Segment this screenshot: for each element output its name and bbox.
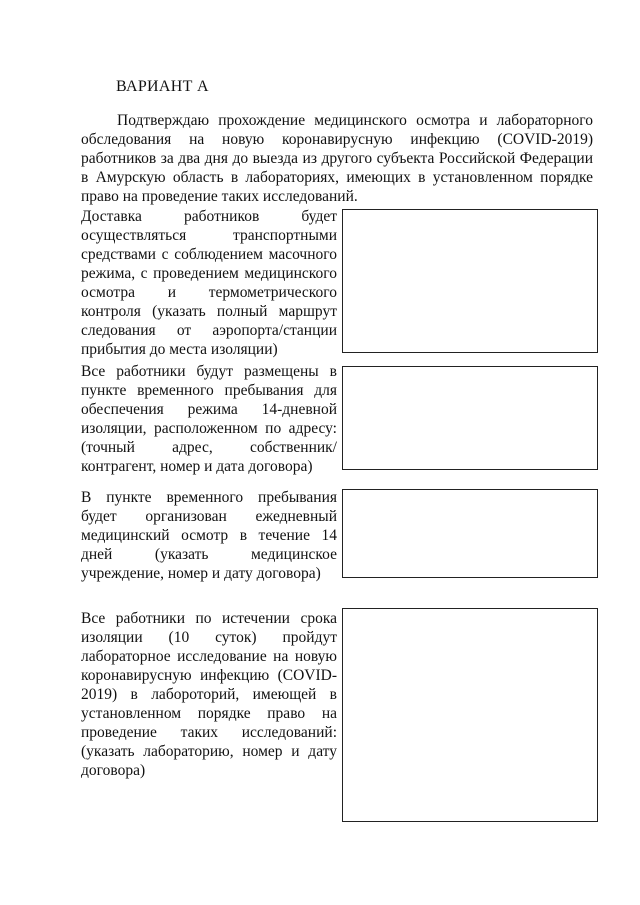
intro-paragraph bbox=[81, 111, 593, 206]
row-1-input-box[interactable] bbox=[342, 209, 598, 353]
row-4-input-box[interactable] bbox=[342, 608, 598, 822]
row-3-label: В пункте временного пребывания будет организован ежедневный медицинский осмотр в течение 14 дней (указать медицинское учреждение, номер и дату договора) bbox=[81, 489, 337, 582]
document-title: ВАРИАНТ А bbox=[116, 78, 209, 95]
row-1-label: Доставка работников будет осуществляться транспортными средствами с соблюдением масочного режима, с проведением медицинского осмотра и термометрического контроля (указать полный маршрут следования от аэропорта/станции прибытия до места изоляции) bbox=[81, 208, 337, 358]
row-2-label: Все работники будут размещены в пункте временного пребывания для обеспечения режима 14-дневной изоляции, расположенном по адресу: (точный адрес, собственник/ контрагент, номер и дата договора) bbox=[81, 363, 337, 475]
intro-text: Подтверждаю прохождение медицинского осмотра и лабораторного обследования на новую коронавирусную инфекцию (COVID-2019) работников за два дня до выезда из другого субъекта Российской Федерации в Амурскую область в лабораториях, имеющих в установленном порядке право на проведение таких исследований. bbox=[81, 112, 593, 205]
row-3-input-box[interactable] bbox=[342, 489, 598, 578]
row-2-input-box[interactable] bbox=[342, 366, 598, 470]
row-4-label: Все работники по истечении срока изоляции (10 суток) пройдут лабораторное исследование на новую коронавирусную инфекцию (COVID-2019) в лабороторий, имеющей в установленном порядке право на проведение таких исследований: (указать лабораторию, номер и дату договора) bbox=[81, 610, 337, 779]
